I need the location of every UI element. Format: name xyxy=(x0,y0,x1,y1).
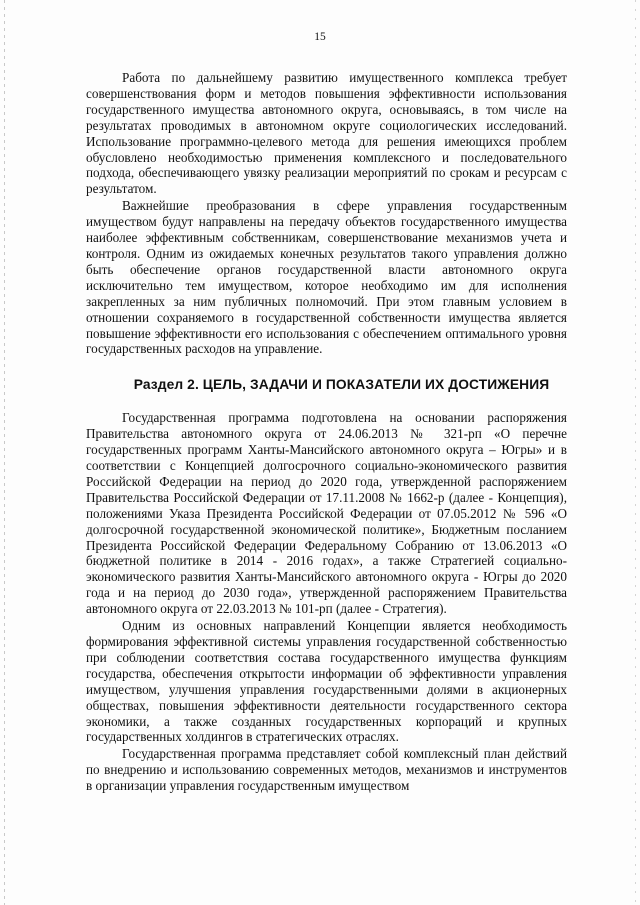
paragraph: Одним из основных направлений Концепции является необходимость формирования эффективной системы управления государственной собственностью при соблюдении соответствия состава государственного имущества функциям государства, обеспечения открытости информации об эффективности управления имуществом, улучшения управления государственными долями в акционерных обществах, повышения эффективности деятельности государственного сектора экономики, а также созданных государственных корпораций и крупных государственных холдингов в стратегических отраслях. xyxy=(86,618,567,745)
paragraph: Работа по дальнейшему развитию имущественного комплекса требует совершенствования форм и методов повышения эффективности использования государственного имущества автономного округа, основываясь, в том числе на результатах проводимых в автономном округе социологических исследований. Использование программно-целевого метода для решения имеющихся проблем обусловлено необходимостью применения комплексного и последовательного подхода, обеспечивающего увязку реализации мероприятий по срокам и ресурсам с результатом. xyxy=(86,70,567,197)
paragraph: Государственная программа подготовлена на основании распоряжения Правительства автономного округа от 24.06.2013 № 321-рп «О перечне государственных программ Ханты-Мансийского автономного округа – Югры» и в соответствии с Концепцией долгосрочного социально-экономического развития Российской Федерации на период до 2020 года, утвержденной распоряжением Правительства Российской Федерации от 17.11.2008 № 1662-р (далее - Концепция), положениями Указа Президента Российской Федерации от 07.05.2012 № 596 «О долгосрочной государственной экономической политике», Бюджетным посланием Президента Российской Федерации Федеральному Собранию от 13.06.2013 «О бюджетной политике в 2014 - 2016 годах», а также Стратегией социально-экономического развития Ханты-Мансийского автономного округа - Югры до 2020 года и на период до 2030 года», утвержденной распоряжением Правительства автономного округа от 22.03.2013 № 101-рп (далее - Стратегия). xyxy=(86,410,567,617)
page-number: 15 xyxy=(314,31,326,43)
section-heading: Раздел 2. ЦЕЛЬ, ЗАДАЧИ И ПОКАЗАТЕЛИ ИХ ДОСТИЖЕНИЯ xyxy=(133,377,550,393)
document-body xyxy=(86,70,567,794)
paragraph: Государственная программа представляет собой комплексный план действий по внедрению и использованию современных методов, механизмов и инструментов в организации управления государственным имуществом xyxy=(86,746,567,794)
paragraph: Важнейшие преобразования в сфере управления государственным имуществом будут направлены на передачу объектов государственного имущества наиболее эффективным собственникам, совершенствование механизмов учета и контроля. Одним из ожидаемых конечных результатов такого управления должно быть обеспечение органов государственной власти автономного округа исключительно тем имуществом, которое необходимо им для исполнения закрепленных за ним публичных полномочий. При этом главным условием в отношении сохраняемого в государственной собственности имущества является повышение эффективности его использования с обеспечением оптимального уровня государственных расходов на управление. xyxy=(86,198,567,357)
scan-edge-left xyxy=(4,0,5,905)
scan-edge-right xyxy=(635,0,636,905)
